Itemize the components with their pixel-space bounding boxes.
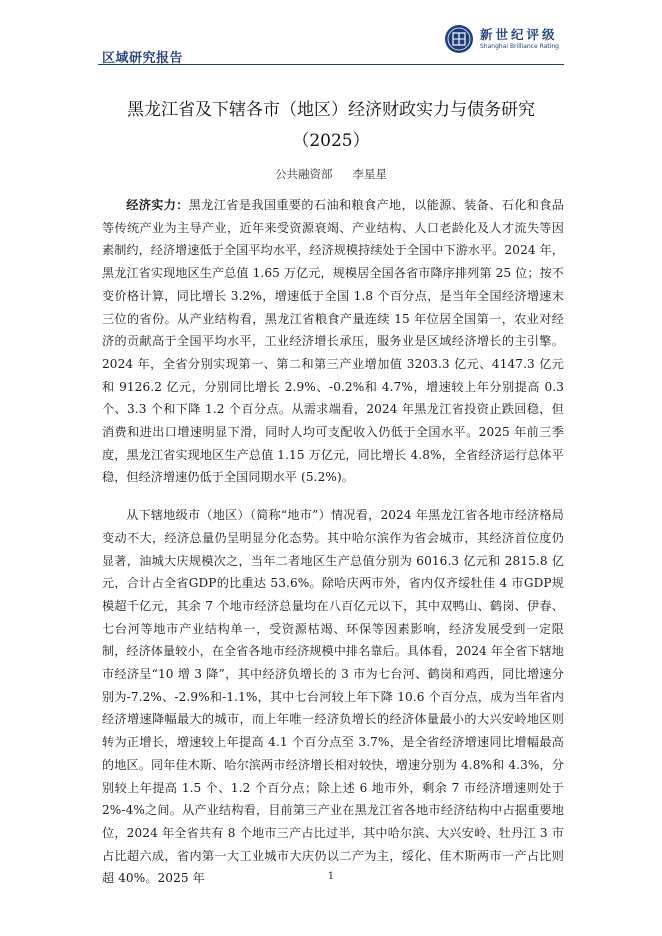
report-body: [102, 194, 564, 890]
author-line: [0, 166, 662, 182]
logo-seal-icon: [444, 24, 474, 54]
report-title: 黑龙江省及下辖各市（地区）经济财政实力与债务研究: [127, 100, 535, 120]
section-label: 区域研究报告: [102, 51, 184, 66]
header-divider: [98, 64, 564, 65]
paragraph-prefecture-overview: [102, 504, 564, 890]
paragraph-economic-strength: [102, 194, 564, 489]
paragraph-text: 从下辖地级市（地区）（简称“地市”）情况看，2024 年黑龙江省各地市经济格局变动不大，经济总量仍呈明显分化态势。其中哈尔滨作为省会城市，其经济首位度仍显著，油城大庆规模次之，当年二者地区生产总值分别为 6016.3 亿元和 2815.8 亿元，合计占全省GDP的比重达 53.6%。除哈庆两市外，省内仅齐绥牡佳 4 市GDP规模超千亿元，其余 7 个地市经济总量均在八百亿元以下，其中双鸭山、鹤岗、伊春、七台河等地市产业结构单一，受资源枯竭、环保等因素影响，经济发展受到一定限制，经济体量较小，在全省各地市经济规模中排名靠后。具体看，2024 年全省下辖地市经济呈“10 增 3 降”，其中经济负增长的 3 市为七台河、鹤岗和鸡西，同比增速分别为-7.2%、-2.9%和-1.1%，其中七台河较上年下降 10.6 个百分点，成为当年省内经济增速降幅最大的城市，而上年唯一经济负增长的经济体量最小的大兴安岭地区则转为正增长，增速较上年提高 4.1 个百分点至 3.7%，是全省经济增速同比增幅最高的地区。同年佳木斯、哈尔滨两市经济增长相对较快，增速分别为 4.8%和 4.3%，分别较上年提高 1.5 个、1.2 个百分点；除上述 6 地市外，剩余 7 市经济增速则处于 2%-4%之间。从产业结构看，目前第三产业在黑龙江省各地市经济结构中占据重要地位，2024 年全省共有 8 个地市三产占比过半，其中哈尔滨、大兴安岭、牡丹江 3 市占比超六成，省内第一大工业城市大庆仍以二产为主，绥化、佳木斯两市一产占比则超 40%。2025 年: [102, 508, 564, 886]
author-department: 公共融资部: [275, 167, 333, 181]
page-number: 1: [327, 870, 335, 882]
paragraph-text: 黑龙江省是我国重要的石油和粮食产地，以能源、装备、石化和食品等传统产业为主导产业，近年来受资源衰竭、产业结构、人口老龄化及人才流失等因素制约，经济增速低于全国平均水平，经济规模持续处于全国中下游水平。2024 年，黑龙江省实现地区生产总值 1.65 万亿元，规模居全国各省市降序排列第 25 位；按不变价格计算，同比增长 3.2%，增速低于全国 1.8 个百分点，是当年全国经济增速末三位的省份。从产业结构看，黑龙江省粮食产量连续 15 年位居全国第一，农业对经济的贡献高于全国平均水平，工业经济增长承压，服务业是区域经济增长的主引擎。2024 年，全省分别实现第一、第二和第三产业增加值 3203.3 亿元、4147.3 亿元和 9126.2 亿元，分别同比增长 2.9%、-0.2%和 4.7%，增速较上年分别提高 0.3 个、3.3 个和下降 1.2 个百分点。从需求端看，2024 年黑龙江省投资止跌回稳，但消费和进出口增速明显下滑，同时人均可支配收入仍低于全国水平。2025 年前三季度，黑龙江省实现地区生产总值 1.15 万亿元，同比增长 4.8%，全省经济运行总体平稳，但经济增速仍低于全国同期水平 (5.2%)。: [102, 198, 564, 485]
logo-chinese-name: 新世纪评级: [480, 27, 558, 42]
report-title-year: （2025）: [292, 131, 370, 151]
logo-english-name: Shanghai Brilliance Rating: [480, 43, 559, 50]
page-header: [0, 0, 662, 70]
paragraph-lead: 经济实力：: [126, 198, 189, 212]
company-logo: [444, 24, 574, 58]
author-name: 李星星: [352, 167, 387, 181]
